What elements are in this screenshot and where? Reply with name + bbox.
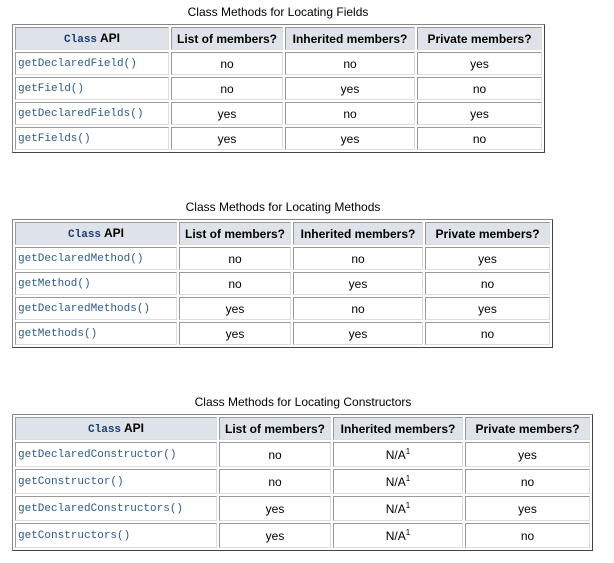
list-cell: no [219,442,331,467]
private-cell: no [425,272,550,295]
api-method-cell: getDeclaredConstructor() [15,442,217,467]
table-header-row [15,417,590,440]
footnote-marker: 1 [405,447,411,456]
list-cell: yes [179,297,291,320]
api-method-cell: getConstructor() [15,469,217,494]
private-cell: no [417,127,542,150]
api-method-cell: getDeclaredConstructors() [15,496,217,521]
footnote-marker: 1 [405,474,411,483]
list-cell: yes [171,102,283,125]
table-row [15,127,542,150]
api-method-cell: getMethods() [15,322,177,345]
list-of-members-header: List of members? [179,222,291,245]
constructors-table [12,414,593,551]
table-row [15,77,542,100]
private-cell: no [465,469,590,494]
methods-table [12,219,553,348]
table-header-row [15,222,550,245]
table-row [15,322,550,345]
table-row [15,102,542,125]
api-method-cell: getDeclaredFields() [15,102,169,125]
table-header-row [15,27,542,50]
list-cell: yes [171,127,283,150]
list-cell: yes [219,496,331,521]
table-row [15,272,550,295]
inherited-members-header: Inherited members? [293,222,423,245]
inherited-cell: no [285,102,415,125]
list-cell: no [179,272,291,295]
table-row [15,442,590,467]
inherited-cell: yes [293,322,423,345]
inherited-cell: yes [285,127,415,150]
inherited-cell: $N/A^1$ [333,469,463,494]
list-cell: yes [219,523,331,548]
list-of-members-header: List of members? [171,27,283,50]
inherited-cell: no [293,297,423,320]
list-cell: no [219,469,331,494]
inherited-members-header: Inherited members? [285,27,415,50]
list-of-members-header: List of members? [219,417,331,440]
table-row [15,247,550,270]
private-cell: no [465,523,590,548]
fields-table-caption: Class Methods for Locating Fields [187,5,369,19]
api-method-cell: getDeclaredMethods() [15,297,177,320]
private-cell: yes [417,102,542,125]
private-cell: yes [425,247,550,270]
private-members-header: Private members? [425,222,550,245]
footnote-marker: 1 [405,528,411,537]
private-cell: no [425,322,550,345]
inherited-cell: yes [293,272,423,295]
private-members-header: Private members? [465,417,590,440]
api-method-cell: getMethod() [15,272,177,295]
list-cell: yes [179,322,291,345]
api-method-cell: getDeclaredMethod() [15,247,177,270]
table-row [15,469,590,494]
private-cell: yes [417,52,542,75]
list-cell: no [171,77,283,100]
list-cell: no [171,52,283,75]
fields-table [12,24,545,153]
list-cell: no [179,247,291,270]
table-row [15,523,590,548]
table-row [15,496,590,521]
class-api-header: Class API [15,417,217,440]
private-cell: no [417,77,542,100]
constructors-table-caption: Class Methods for Locating Constructors [194,395,412,409]
inherited-cell: $N/A^1$ [333,523,463,548]
table-row [15,297,550,320]
footnote-marker: 1 [405,501,411,510]
api-method-cell: getDeclaredField() [15,52,169,75]
inherited-cell: $N/A^1$ [333,442,463,467]
private-cell: yes [425,297,550,320]
private-cell: yes [465,496,590,521]
methods-table-caption: Class Methods for Locating Methods [185,200,381,214]
api-method-cell: getFields() [15,127,169,150]
class-api-header: Class API [15,27,169,50]
class-api-header: Class API [15,222,177,245]
inherited-members-header: Inherited members? [333,417,463,440]
private-cell: yes [465,442,590,467]
private-members-header: Private members? [417,27,542,50]
inherited-cell: no [293,247,423,270]
api-method-cell: getConstructors() [15,523,217,548]
api-method-cell: getField() [15,77,169,100]
table-row [15,52,542,75]
inherited-cell: yes [285,77,415,100]
inherited-cell: no [285,52,415,75]
inherited-cell: $N/A^1$ [333,496,463,521]
